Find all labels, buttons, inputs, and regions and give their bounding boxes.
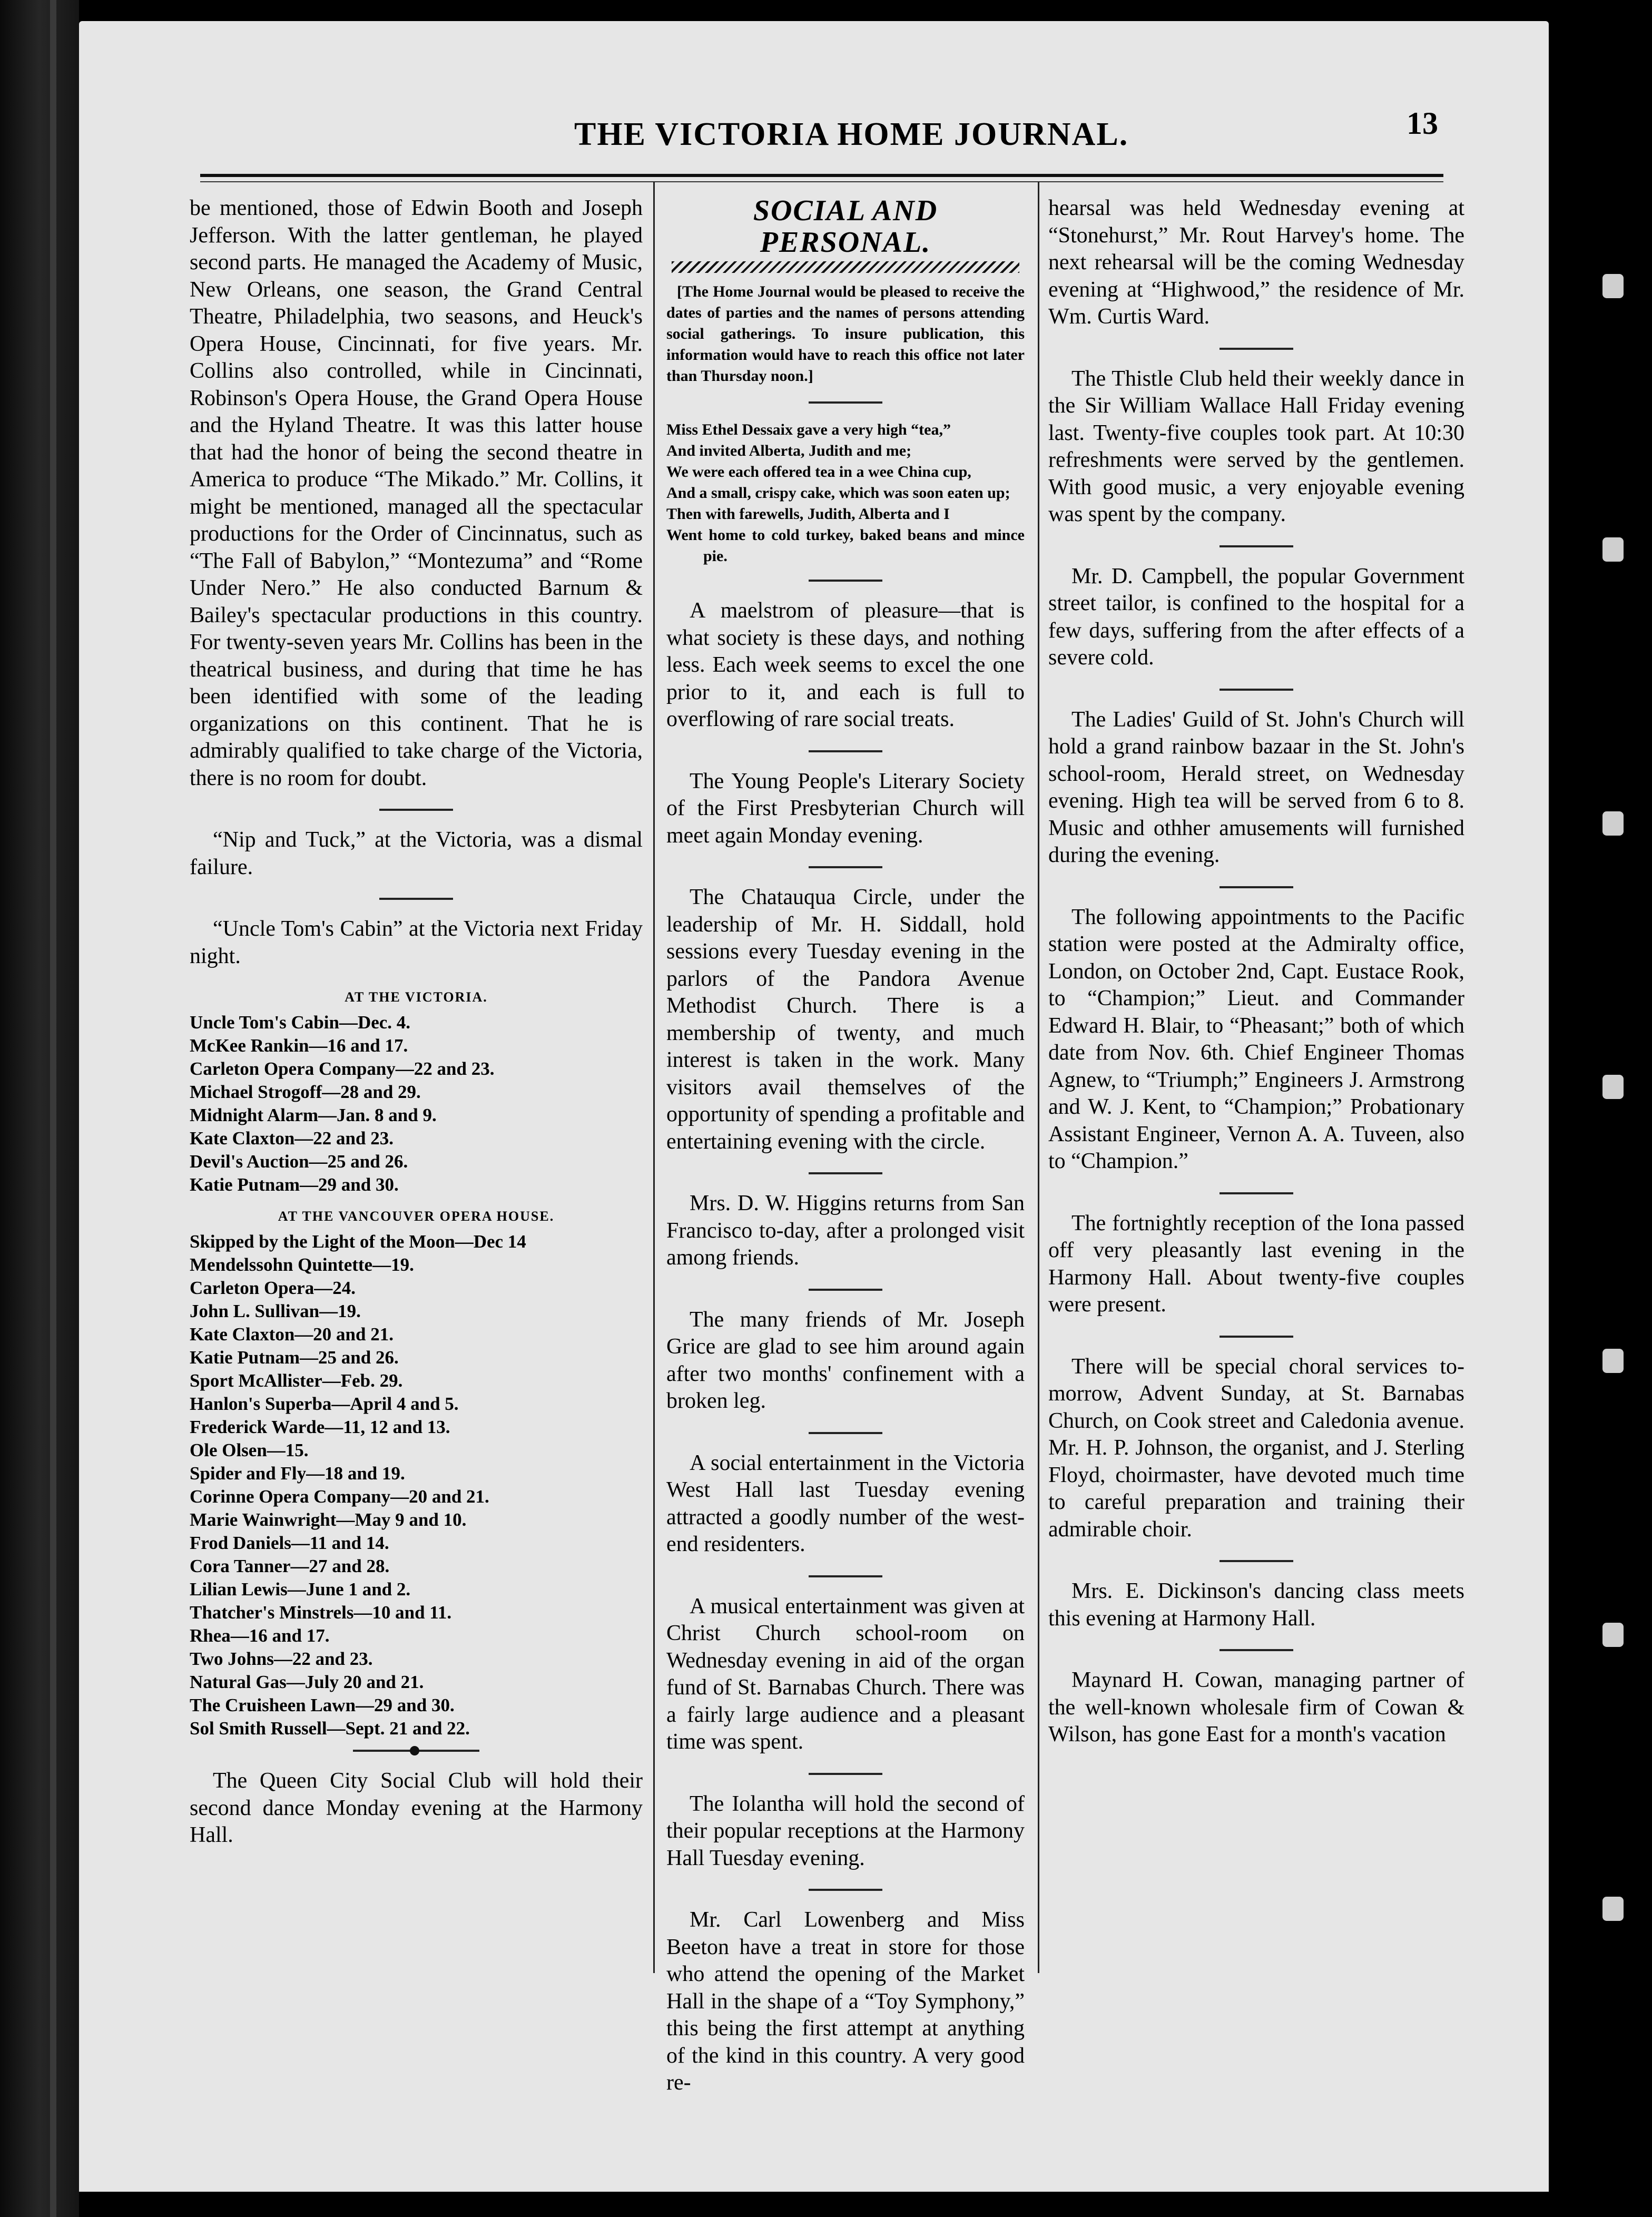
list-item: Cora Tanner—27 and 28. [190, 1556, 390, 1576]
separator [1220, 689, 1293, 691]
article-cowan: Maynard H. Cowan, managing partner of the well-known wholesale firm of Cowan & Wilson, has gone East for a month's vacation [1048, 1668, 1464, 1747]
article-rehearsal: hearsal was held Wednesday evening at “Stonehurst,” Mr. Rout Harvey's home. The next rehearsal will be the coming Wednesday evening at “Highwood,” the residence of Mr. Wm. Curtis Ward. [1048, 196, 1464, 329]
list-item: Katie Putnam—25 and 26. [190, 1347, 399, 1368]
victoria-list-heading: AT THE VICTORIA. [345, 989, 488, 1005]
separator [809, 1432, 882, 1434]
article-dancing-class: Mrs. E. Dickinson's dancing class meets this evening at Harmony Hall. [1048, 1579, 1464, 1631]
separator [809, 866, 882, 868]
article-ladies-guild: The Ladies' Guild of St. John's Church will hold a grand rainbow bazaar in the St. John's school-room, Herald street, on Wednesday evening. High tea will be served from 6 to 8. Music and othher amusements will furnished during the evening. [1048, 707, 1464, 867]
article-chatauqua-circle: The Chatauqua Circle, under the leadership of Mr. H. Siddall, hold sessions every Tuesday evening in the parlors of the Pandora Avenue Methodist Church. There is a membership of twenty, and much interest is taken in the work. Many visitors avail themselves of the opportunity of spending a profitable and entertaining evening with the circle. [666, 885, 1025, 1154]
verse-line: And a small, crispy cake, which was soon eaten up; [666, 484, 1010, 502]
separator [1220, 1192, 1293, 1194]
list-item: Natural Gas—July 20 and 21. [190, 1672, 424, 1692]
article-choral-services: There will be special choral services to-morrow, Advent Sunday, at St. Barnabas Church, on Cook street and Caledonia avenue. Mr. H. P. Johnson, the organist, and J. Sterling Floyd, choirmaster, have devoted much time to careful preparation and training their admirable choir. [1048, 1354, 1464, 1542]
newspaper-title: THE VICTORIA HOME JOURNAL. [574, 116, 1129, 152]
wavy-rule [672, 261, 1019, 273]
separator [809, 401, 882, 404]
separator [809, 1889, 882, 1891]
article-iolantha: The Iolantha will hold the second of their popular receptions at the Harmony Hall Tuesday evening. [666, 1791, 1025, 1870]
verse-line: We were each offered tea in a wee China cup, [666, 463, 971, 480]
separator [379, 809, 453, 811]
article-toy-symphony: Mr. Carl Lowenberg and Miss Beeton have a treat in store for those who attend the opening of the Market Hall in the shape of a “Toy Symphony,” this being the first attempt at anything of the kind in this country. A very good re- [666, 1908, 1025, 2095]
list-item: Lilian Lewis—June 1 and 2. [190, 1579, 411, 1600]
separator [379, 898, 453, 900]
list-item: Ole Olsen—15. [190, 1440, 309, 1460]
list-item: Midnight Alarm—Jan. 8 and 9. [190, 1105, 437, 1125]
separator [1220, 886, 1293, 888]
article-iona-reception: The fortnightly reception of the Iona passed off very pleasantly last evening in the Harmony Hall. About twenty-five couples were present. [1048, 1211, 1464, 1317]
list-item: Katie Putnam—29 and 30. [190, 1174, 399, 1195]
list-item: Devil's Auction—25 and 26. [190, 1151, 408, 1172]
list-item: Kate Claxton—22 and 23. [190, 1128, 394, 1149]
list-item: The Cruisheen Lawn—29 and 30. [190, 1695, 455, 1715]
vancouver-bookings-list [190, 1230, 643, 1740]
list-item: Michael Strogoff—28 and 29. [190, 1082, 421, 1102]
list-item: Marie Wainwright—May 9 and 10. [190, 1509, 467, 1530]
list-item: Carleton Opera—24. [190, 1278, 356, 1298]
article-uncle-toms-cabin: “Uncle Tom's Cabin” at the Victoria next Friday night. [190, 917, 643, 968]
list-item: Sol Smith Russell—Sept. 21 and 22. [190, 1718, 470, 1739]
separator [1220, 1560, 1293, 1562]
film-left-margin [0, 0, 79, 2217]
column-3 [1048, 195, 1464, 1765]
editorial-note: [The Home Journal would be pleased to receive the dates of parties and the names of persons attending social gatherings. To insure publication, this information would have to reach this office not later than Thursday noon.] [666, 283, 1025, 385]
article-west-hall: A social entertainment in the Victoria West Hall last Tuesday evening attracted a goodly number of the west-end residenters. [666, 1450, 1025, 1556]
verse [666, 419, 1025, 567]
list-item: Sport McAllister—Feb. 29. [190, 1370, 403, 1391]
list-item: McKee Rankin—16 and 17. [190, 1035, 408, 1056]
list-item: Frod Daniels—11 and 14. [190, 1533, 389, 1553]
list-item: Thatcher's Minstrels—10 and 11. [190, 1602, 452, 1623]
list-item: Mendelssohn Quintette—19. [190, 1254, 414, 1275]
list-item: Carleton Opera Company—22 and 23. [190, 1058, 495, 1079]
separator [1220, 1649, 1293, 1651]
article-campbell: Mr. D. Campbell, the popular Government street tailor, is confined to the hospital for a few days, suffering from the after effects of a severe cold. [1048, 564, 1464, 670]
article-nip-and-tuck: “Nip and Tuck,” at the Victoria, was a dismal failure. [190, 828, 643, 879]
header-rule-thin [200, 181, 1443, 182]
list-item: Corinne Opera Company—20 and 21. [190, 1486, 489, 1507]
list-item: Hanlon's Superba—April 4 and 5. [190, 1394, 459, 1414]
page-header [205, 106, 1443, 163]
separator [809, 1773, 882, 1775]
article-maelstrom: A maelstrom of pleasure—that is what society is these days, and nothing less. Each week seems to excel the one prior to it, and each is full to overflowing of rare social treats. [666, 599, 1025, 731]
article-queen-city-club: The Queen City Social Club will hold their second dance Monday evening at the Harmony Hall. [190, 1769, 643, 1847]
list-item: John L. Sullivan—19. [190, 1301, 361, 1321]
page-number: 13 [1407, 106, 1438, 141]
separator [809, 1172, 882, 1174]
article-thistle-club: The Thistle Club held their weekly dance in the Sir William Wallace Hall Friday evening last. Twenty-five couples took part. At 10:30 refreshments were served by the gentlemen. With good music, a very enjoyable evening was spent by the company. [1048, 366, 1464, 526]
header-rule [200, 174, 1443, 177]
list-item: Two Johns—22 and 23. [190, 1649, 373, 1669]
article-higgins: Mrs. D. W. Higgins returns from San Francisco to-day, after a prolonged visit among friends. [666, 1191, 1025, 1270]
separator [809, 750, 882, 752]
column-rule-2 [1038, 182, 1039, 1973]
column-1 [190, 195, 643, 1866]
article-collins: be mentioned, those of Edwin Booth and Joseph Jefferson. With the latter gentleman, he played second parts. He managed the Academy of Music, New Orleans, one season, the Grand Central Theatre, Philadelphia, two seasons, and Heuck's Opera House, Cincinnati, for five years. Mr. Collins also controlled, while in Cincinnati, Robinson's Opera House, the Grand Opera House and the Hyland Theatre. It was this latter house that had the honor of being the second theatre in America to produce “The Mikado.” Mr. Collins, it might be mentioned, managed all the spectacular productions for the Order of Cincinnatus, such as “The Fall of Babylon,” “Montezuma” and “Rome Under Nero.” He also conducted Barnum & Bailey's spectacular productions in this country. For twenty-seven years Mr. Collins has been in the theatrical business, and during that time he has been identified with some of the leading organizations on this continent. That he is admirably qualified to take charge of the Victoria, there is no room for doubt. [190, 196, 643, 790]
verse-line: Then with farewells, Judith, Alberta and I [666, 505, 950, 523]
list-item: Skipped by the Light of the Moon—Dec 14 [190, 1231, 526, 1252]
article-christ-church: A musical entertainment was given at Christ Church school-room on Wednesday evening in aid of the organ fund of St. Barnabas Church. There was a fairly large audience and a pleasant time was spent. [666, 1594, 1025, 1754]
article-appointments: The following appointments to the Pacific station were posted at the Admiralty office, London, on October 2nd, Capt. Eustace Rook, to “Champion;” Lieut. and Commander Edward H. Blair, to “Pheasant;” both of which date from Nov. 6th. Chief Engineer Thomas Agnew, to “Triumph;” Engineers J. Armstrong and W. J. Kent, to “Champion;” Probationary Assistant Engineer, Vernon A. A. Tuveen, also to “Champion.” [1048, 905, 1464, 1173]
separator [1220, 348, 1293, 350]
separator [353, 1750, 479, 1752]
separator [1220, 1336, 1293, 1338]
separator [809, 580, 882, 582]
list-item: Frederick Warde—11, 12 and 13. [190, 1417, 450, 1437]
verse-line: Went home to cold turkey, baked beans and mince pie. [666, 526, 1025, 565]
column-2 [666, 195, 1025, 2114]
list-item: Uncle Tom's Cabin—Dec. 4. [190, 1012, 411, 1033]
facing-page-edge [50, 0, 56, 2217]
list-item: Spider and Fly—18 and 19. [190, 1463, 405, 1484]
vancouver-list-heading: AT THE VANCOUVER OPERA HOUSE. [278, 1209, 555, 1224]
film-right-margin [1573, 0, 1652, 2217]
list-item: Rhea—16 and 17. [190, 1625, 330, 1646]
article-grice: The many friends of Mr. Joseph Grice are glad to see him around again after two months' confinement with a broken leg. [666, 1307, 1025, 1413]
list-item: Kate Claxton—20 and 21. [190, 1324, 394, 1345]
verse-line: Miss Ethel Dessaix gave a very high “tea,” [666, 421, 951, 438]
column-rule-1 [653, 182, 655, 1973]
section-title: SOCIAL AND PERSONAL. [753, 194, 938, 259]
separator [809, 1575, 882, 1577]
article-literary-society: The Young People's Literary Society of the First Presbyterian Church will meet again Monday evening. [666, 769, 1025, 848]
separator [809, 1289, 882, 1291]
separator [1220, 545, 1293, 547]
verse-line: And invited Alberta, Judith and me; [666, 442, 912, 459]
victoria-bookings-list [190, 1011, 643, 1196]
